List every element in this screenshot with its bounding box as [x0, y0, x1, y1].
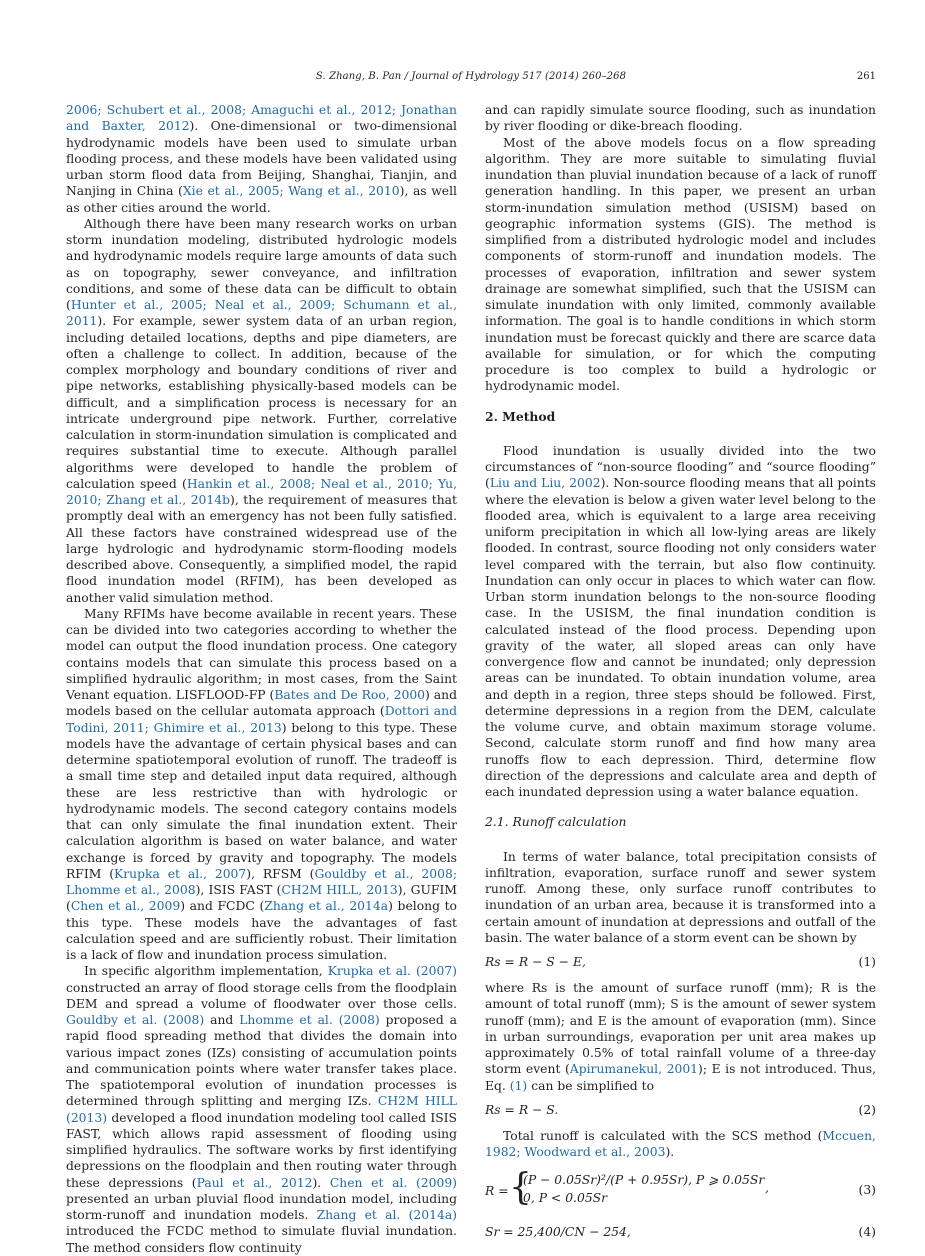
citation-link[interactable]: 2006; Schubert et al., 2008; Amaguchi et al., 2012; Jonathan and Baxter, 2012	[66, 103, 457, 134]
citation-link[interactable]: Krupka et al., 2007	[114, 866, 247, 881]
citation-link[interactable]: Chen et al. (2009)	[329, 1175, 457, 1190]
citation-link[interactable]: Bates and De Roo, 2000	[274, 688, 426, 702]
text-run: ). Non-source flooding means that all points where the elevation is below a given water level belong to the flooded area, which is equivalent to a large area receiving uniform precipitation in which all low-lying areas are likely flooded. In contrast, source flooding not only considers water level compared with the terrain, but also flow continuity. Inundation can only occur in places to which water can flow. Urban storm inundation belongs to the non-source flooding case. In the USISM, the final inundation condition is calculated instead of the flood process. Depending upon gravity of the water, all sloped areas can only have convergence flow and cannot be inundated; only depression areas can be inundated. To obtain inundation volume, area and depth in a region, three steps should be followed. First, determine depressions in a region from the DEM, calculate the volume curve, and obtain maximum storage volume. Second, calculate storm runoff and find how many area runoffs flow to each depression. Third, determine flow direction of the depressions and calculate area and depth of each inundated depression using a water balance equation.	[485, 476, 876, 799]
paragraph: Most of the above models focus on a flow spreading algorithm. They are more suitable to simulating fluvial inundation than pluvial inundation because of a lack of runoff generation handling. In this paper, we present an urban storm-inundation simulation method (USISM) based on geographic information systems (GIS). The method is simplified from a distributed hydrologic model and includes components of storm-runoff and inundation models. The processes of evaporation, infiltration and sewer system drainage are somewhat simplified, such that the USISM can simulate inundation with only limited, commonly available information. The goal is to handle conditions in which storm inundation must be forecast quickly and there are scarce data available for simulation, or for which the computing procedure is too complex to build a hydrologic or hydrodynamic model.	[485, 135, 876, 394]
left-brace-symbol: {	[509, 1167, 532, 1209]
text-run: ) belong to this type. These models have the advantages of fast calculation speed and are sufficiently robust. Their limitation is a lack of flow and inundation process simulation.	[66, 899, 457, 962]
citation-link[interactable]: Hankin et al., 2008; Neal et al., 2010; Yu, 2010; Zhang et al., 2014b	[66, 476, 457, 507]
equation-4	[485, 1224, 876, 1242]
equation-number: (1)	[858, 955, 876, 969]
paragraph	[66, 606, 457, 964]
running-head	[66, 71, 876, 82]
equation-case-1: (P − 0.05Sr)²/(P + 0.95Sr), P ⩾ 0.05Sr	[523, 1173, 765, 1188]
text-run: In specific algorithm implementation,	[84, 964, 328, 979]
text-run: ) and models based on the cellular automata approach (	[66, 688, 457, 719]
equation-number: (2)	[858, 1102, 876, 1117]
text-run: ), GUFIM (	[66, 883, 458, 914]
citation-link[interactable]: Xie et al., 2005; Wang et al., 2010	[182, 184, 400, 199]
equation-body: Sr = 25,400/CN − 254,	[485, 1225, 631, 1240]
text-run: presented an urban pluvial flood inundation model, including storm-runoff and inundation models.	[66, 1191, 457, 1222]
equation-link[interactable]: (1)	[509, 1078, 528, 1093]
paragraph	[66, 102, 457, 216]
paragraph	[485, 1128, 876, 1161]
text-run: where Rs is the amount of surface runoff (mm); R is the amount of total runoff (mm); S is the amount of sewer system runoff (mm); and E is the amount of evaporation (mm). Since in urban surroundings, evaporation per unit area makes up approximately 0.5% of total rainfall volume of a three-day storm event (	[485, 981, 876, 1077]
text-run: developed a flood inundation modeling tool called ISIS FAST, which allows rapid assessment of flooding using simplified hydraulics. The software works by first identifying depressions on the floodplain and then routing water through these depressions (	[66, 1110, 457, 1190]
paragraph	[485, 980, 876, 1094]
equation-number: (3)	[858, 1183, 876, 1198]
equation-3	[485, 1167, 876, 1214]
citation-link[interactable]: Gouldby et al. (2008)	[66, 1013, 205, 1027]
citation-link[interactable]: CH2M HILL (2013)	[66, 1094, 457, 1125]
text-run: Total runoff is calculated with the SCS method (	[503, 1128, 823, 1143]
equation-1	[485, 954, 876, 972]
subsection-heading: 2.1. Runoff calculation	[485, 815, 627, 830]
citation-link[interactable]: CH2M HILL, 2013	[281, 883, 398, 897]
paragraph: In terms of water balance, total precipitation consists of infiltration, evaporation, surface runoff and sewer system runoff. Among these, only surface runoff contributes to inundation of an urban area, because it is transformed into a certain amount of inundation at depressions and outfall of the basin. The water balance of a storm event can be shown by	[485, 849, 876, 945]
paragraph	[66, 963, 457, 1256]
equation-number: (4)	[858, 1225, 876, 1240]
text-run: ), RFSM (	[246, 866, 315, 881]
citation-link[interactable]: Chen et al., 2009	[70, 899, 181, 914]
text-run: ), the requirement of measures that promptly deal with an emergency has not been fully satisfied. All these factors have constrained widespread use of the large hydrologic and hydrodynamic storm-flooding models described above. Consequently, a simplified model, the rapid flood inundation model (RFIM), has been developed as another valid simulation method.	[66, 493, 457, 605]
running-head-text: S. Zhang, B. Pan / Journal of Hydrology 517 (2014) 260–268	[315, 71, 627, 82]
citation-link[interactable]: Liu and Liu, 2002	[489, 476, 601, 491]
citation-link[interactable]: Lhomme et al. (2008)	[239, 1013, 380, 1027]
text-run: Although there have been many research works on urban storm inundation modeling, distributed hydrologic models and hydrodynamic models require large amounts of data such as on topography, sewer conveyance, and infiltration conditions, and some of these data can be difficult to obtain (	[66, 216, 457, 312]
text-run: ). One-dimensional or two-dimensional hydrodynamic models have been used to simulate urban flooding process, and these models have been validated using urban storm flood data from Beijing, Shanghai, Tianjin, and Nanjing in China (	[66, 119, 457, 199]
text-run: ), as well as other cities around the world.	[66, 184, 457, 215]
equation-case-2: 0, P < 0.05Sr	[523, 1191, 608, 1206]
text-run: ); E is not introduced. Thus, Eq.	[485, 1062, 876, 1093]
citation-link[interactable]: Hunter et al., 2005; Neal et al., 2009; Schumann et al., 2011	[66, 298, 457, 329]
citation-link[interactable]: Krupka et al. (2007)	[327, 964, 457, 979]
left-column	[66, 102, 457, 1256]
citation-link[interactable]: Paul et al., 2012	[196, 1175, 313, 1190]
equation-2	[485, 1102, 876, 1120]
section-heading: 2. Method	[485, 408, 556, 424]
right-column	[485, 102, 876, 1250]
text-run: ) belong to this type. These models have the advantage of certain physical bases and can determine spatiotemporal evolution of runoff. The tradeoff is a small time step and detailed input data required, although these are less restrictive than with hydrologic or hydrodynamic models. The second category contains models that can only simulate the final inundation extent. Their calculation algorithm is based on water balance, and water exchange is forced by gravity and topography. The models RFIM (	[66, 720, 457, 881]
citation-link[interactable]: Apirumanekul, 2001	[569, 1062, 699, 1077]
page-number: 261	[856, 71, 876, 82]
text-run: ). For example, sewer system data of an urban region, including detailed locations, depths and pipe diameters, are often a challenge to collect. In addition, because of the complex morphology and boundary conditions of river and pipe networks, establishing physically-based models can be difficult, and a simplification process is necessary for an intricate underground pipe network. Further, correlative calculation in storm-inundation simulation is complicated and requires substantial time to execute. Although parallel algorithms were developed to handle the problem of calculation speed (	[66, 314, 457, 491]
paragraph: and can rapidly simulate source flooding, such as inundation by river flooding or dike-breach flooding.	[485, 103, 876, 134]
text-run: proposed a rapid flood spreading method that divides the domain into various impact zones (IZs) consisting of accumulation points and communication points where water transfer takes place. The spatiotemporal evolution of inundation processes is determined through splitting and merging IZs.	[66, 1013, 458, 1109]
equation-comma: ,	[765, 1181, 769, 1196]
text-run: ).	[665, 1145, 675, 1159]
equation-body: Rs = R − S.	[485, 1102, 559, 1117]
citation-link[interactable]: Dottori and Todini, 2011; Ghimire et al., 2013	[66, 704, 457, 735]
citation-link[interactable]: Zhang et al. (2014a)	[316, 1208, 457, 1222]
citation-link[interactable]: Mccuen, 1982; Woodward et al., 2003	[485, 1128, 876, 1159]
text-run: ).	[312, 1175, 330, 1190]
text-run: ) and FCDC (	[180, 899, 265, 914]
text-run: can be simplified to	[527, 1078, 655, 1093]
equation-body: Rs = R − S − E,	[485, 955, 586, 969]
text-run: and	[204, 1013, 240, 1027]
text-run: introduced the FCDC method to simulate fluvial inundation. The method considers flow continuity	[66, 1224, 457, 1255]
citation-link[interactable]: Gouldby et al., 2008; Lhomme et al., 2008	[66, 866, 458, 897]
citation-link[interactable]: Zhang et al., 2014a	[264, 899, 389, 914]
paragraph	[485, 443, 876, 801]
text-run: constructed an array of flood storage cells from the floodplain DEM and spread a volume of floodwater over those cells.	[66, 980, 457, 1011]
text-run: Many RFIMs have become available in recent years. These can be divided into two categories according to whether the model can output the flood inundation process. One category contains models that can simulate this process based on a simplified hydraulic algorithm; in most cases, from the Saint Venant equation. LISFLOOD-FP (	[66, 606, 457, 702]
text-run: ), ISIS FAST (	[195, 883, 282, 897]
text-run: Flood inundation is usually divided into the two circumstances of “non-source flooding” and “source flooding” (	[485, 443, 876, 491]
paragraph	[66, 216, 457, 606]
equation-lhs: R =	[485, 1184, 509, 1199]
